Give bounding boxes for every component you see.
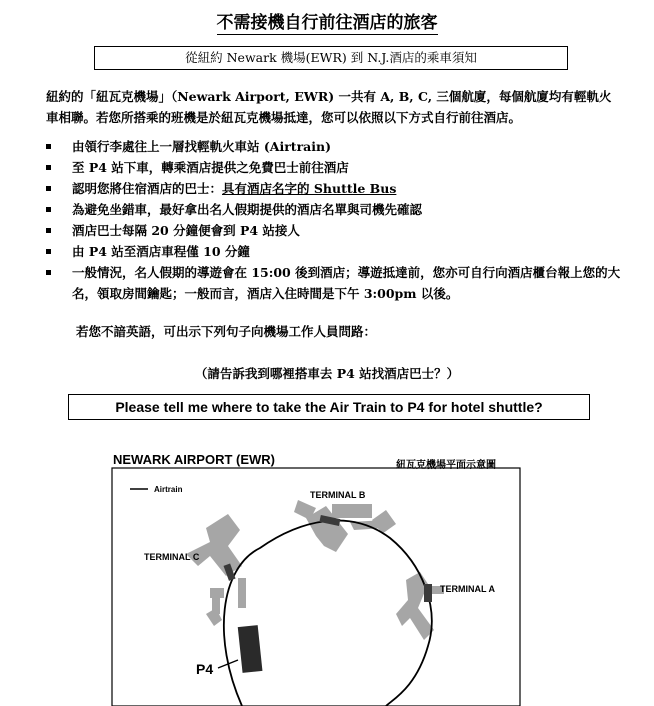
instruction-list — [46, 136, 626, 304]
page-title: 不需接機自行前往酒店的旅客 — [216, 13, 438, 33]
intro-paragraph: 紐約的「紐瓦克機場」（Newark Airport, EWR) 一共有 A, B, C, 三個航廈，每個航廈均有輕軌火車相聯。若您所搭乘的班機是於紐瓦克機場抵達，您可以依照以下方式自行前往酒店。 — [46, 89, 612, 125]
list-item: 認明您將住宿酒店的巴士：具有酒店名字的 Shuttle Bus — [46, 178, 626, 199]
list-item: 至 P4 站下車，轉乘酒店提供之免費巴士前往酒店 — [46, 157, 626, 178]
station-a — [424, 584, 432, 602]
airport-map — [110, 448, 530, 706]
list-item: 一般情況，名人假期的導遊會在 15:00 後到酒店；導遊抵達前，您亦可自行向酒店櫃台報上您的大名，領取房間鑰匙；一般而言，酒店入住時間是下午 3:00pm 以後。 — [46, 262, 626, 304]
airport-map-svg — [110, 448, 530, 706]
list-item: 為避免坐錯車，最好拿出名人假期提供的酒店名單與司機先確認 — [46, 199, 626, 220]
list-item: 酒店巴士每隔 20 分鐘便會到 P4 站接人 — [46, 220, 626, 241]
english-note: 若您不諳英語，可出示下列句子向機場工作人員問路： — [76, 324, 377, 339]
shuttle-bus-underline: 具有酒店名字的 Shuttle Bus — [222, 181, 397, 196]
map-caption: 紐瓦克機場平面示意圖 — [396, 460, 496, 471]
list-item: 由領行李處往上一層找輕軌火車站 (Airtrain) — [46, 136, 626, 157]
label-terminal-b: TERMINAL B — [310, 490, 366, 500]
list-item: 由 P4 站至酒店車程僅 10 分鐘 — [46, 241, 626, 262]
legend-airtrain: Airtrain — [154, 485, 183, 494]
label-terminal-a: TERMINAL A — [440, 584, 495, 594]
subtitle-box: 從紐約 Newark 機場(EWR) 到 N.J.酒店的乘車須知 — [94, 46, 568, 70]
map-title: NEWARK AIRPORT (EWR) — [113, 452, 276, 467]
label-p4: P4 — [196, 661, 214, 677]
p4-station — [238, 625, 263, 673]
terminal-a-shape — [396, 572, 444, 640]
question-english-box: Please tell me where to take the Air Train to P4 for hotel shuttle? — [68, 394, 590, 420]
label-terminal-c: TERMINAL C — [144, 552, 200, 562]
question-chinese: （請告訴我到哪裡搭車去 P4 站找酒店巴士？） — [194, 366, 460, 381]
terminal-b-shape — [294, 500, 396, 552]
